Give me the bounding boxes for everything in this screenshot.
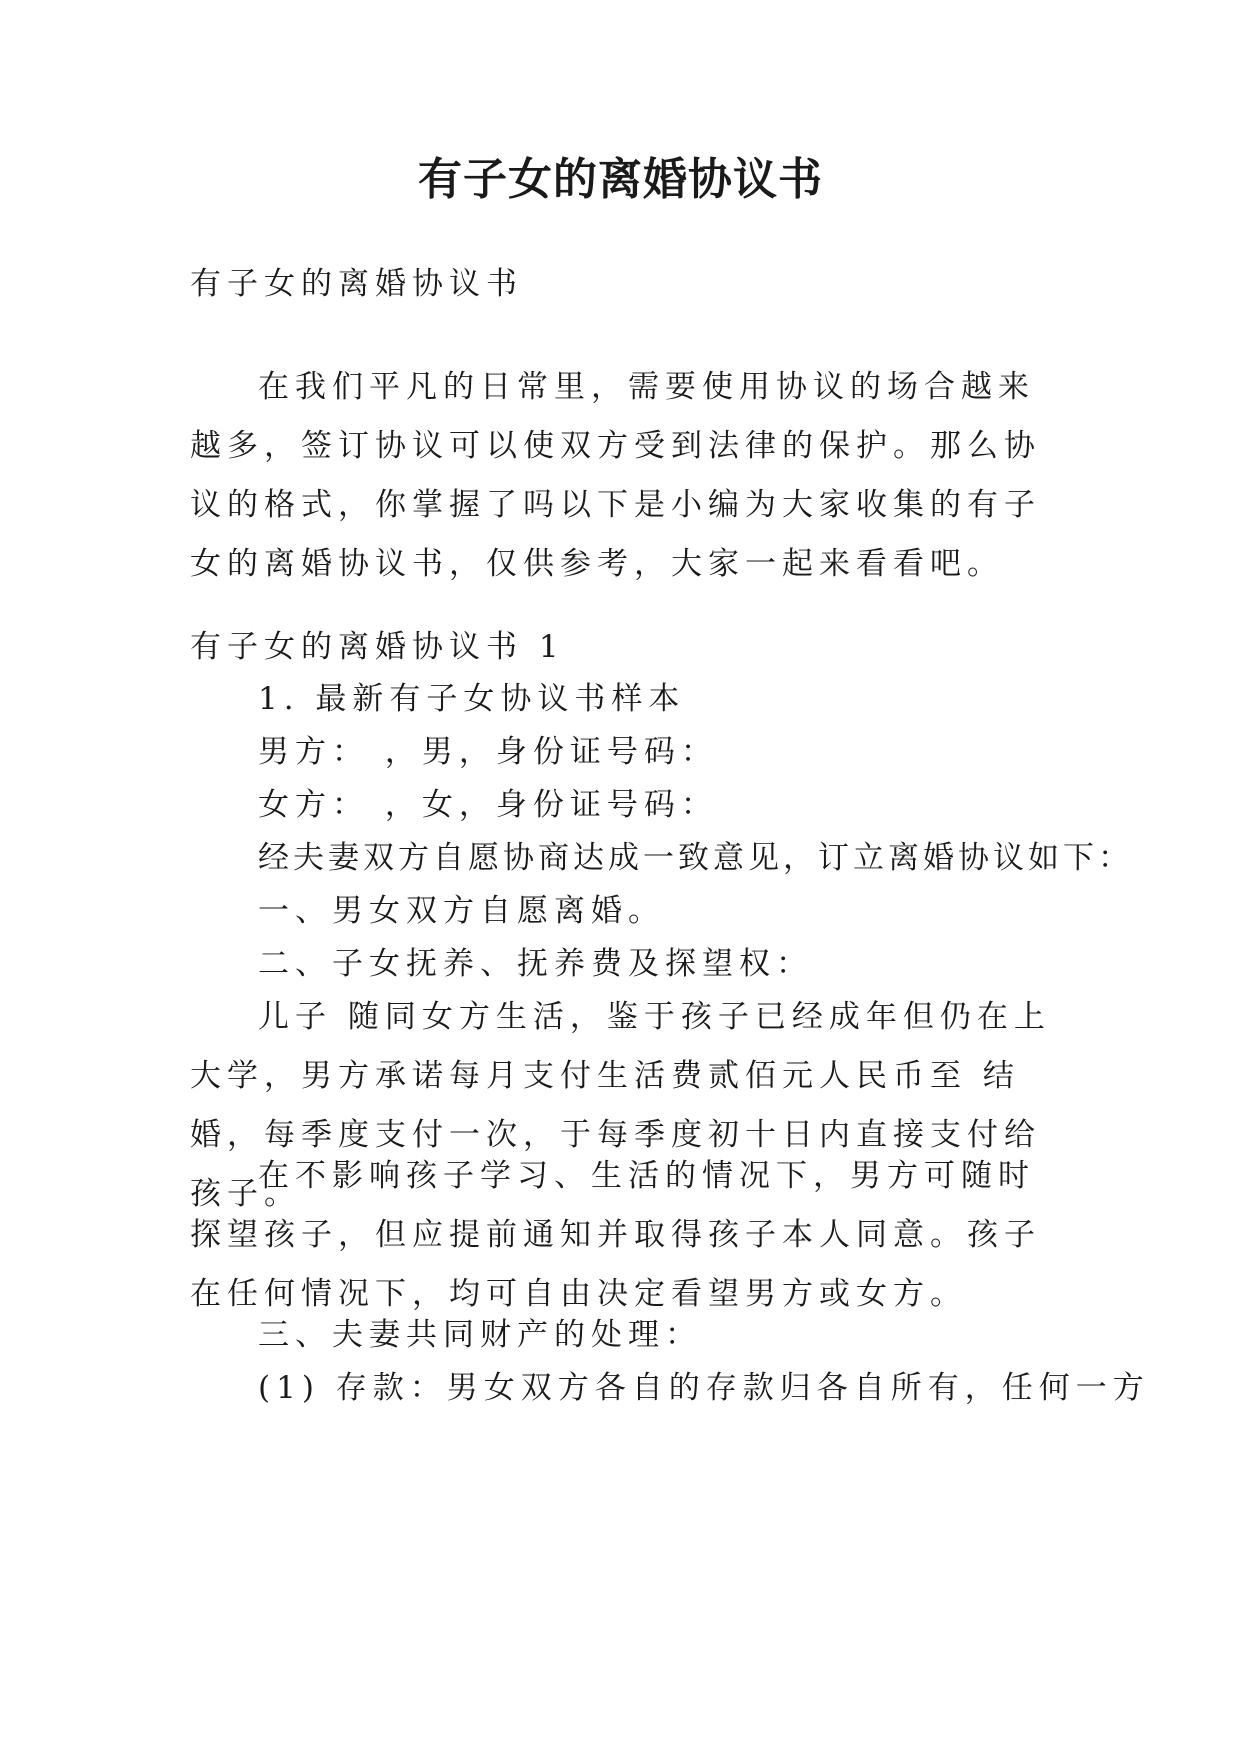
- section-heading: 有子女的离婚协议书 1: [190, 629, 565, 665]
- clause-three-heading: 三、夫妻共同财产的处理：: [258, 1317, 702, 1353]
- document-title: 有子女的离婚协议书: [418, 154, 823, 205]
- clause-two-paragraph-2: 在不影响孩子学习、生活的情况下，男方可随时探望孩子，但应提前通知并取得孩子本人同意。孩子在任何情况下，均可自由决定看望男方或女方。: [190, 1158, 1041, 1312]
- clause-three-paragraph-1: (1) 存款：男女双方各自的存款归各自所有，任何一方: [258, 1370, 1150, 1406]
- female-party-line: 女方： ，女，身份证号码：: [258, 787, 718, 823]
- intro-paragraph: 在我们平凡的日常里，需要使用协议的场合越来越多，签订协议可以使双方受到法律的保护。那么协议的格式，你掌握了吗以下是小编为大家收集的有子女的离婚协议书，仅供参考，大家一起来看看吧。: [190, 369, 1041, 582]
- agreement-intro: 经夫妻双方自愿协商达成一致意见，订立离婚协议如下：: [258, 840, 1133, 876]
- document-subtitle: 有子女的离婚协议书: [190, 266, 523, 302]
- clause-two-paragraph-1: 儿子 随同女方生活，鉴于孩子已经成年但仍在上大学，男方承诺每月支付生活费贰佰元人民币至 结婚，每季度支付一次，于每季度初十日内直接支付给孩子。: [190, 999, 1051, 1212]
- clause-one: 一、男女双方自愿离婚。: [258, 893, 665, 929]
- male-party-line: 男方： ，男，身份证号码：: [258, 734, 718, 770]
- sample-title: 1. 最新有子女协议书样本: [258, 681, 686, 717]
- clause-two-heading: 二、子女抚养、抚养费及探望权：: [258, 946, 813, 982]
